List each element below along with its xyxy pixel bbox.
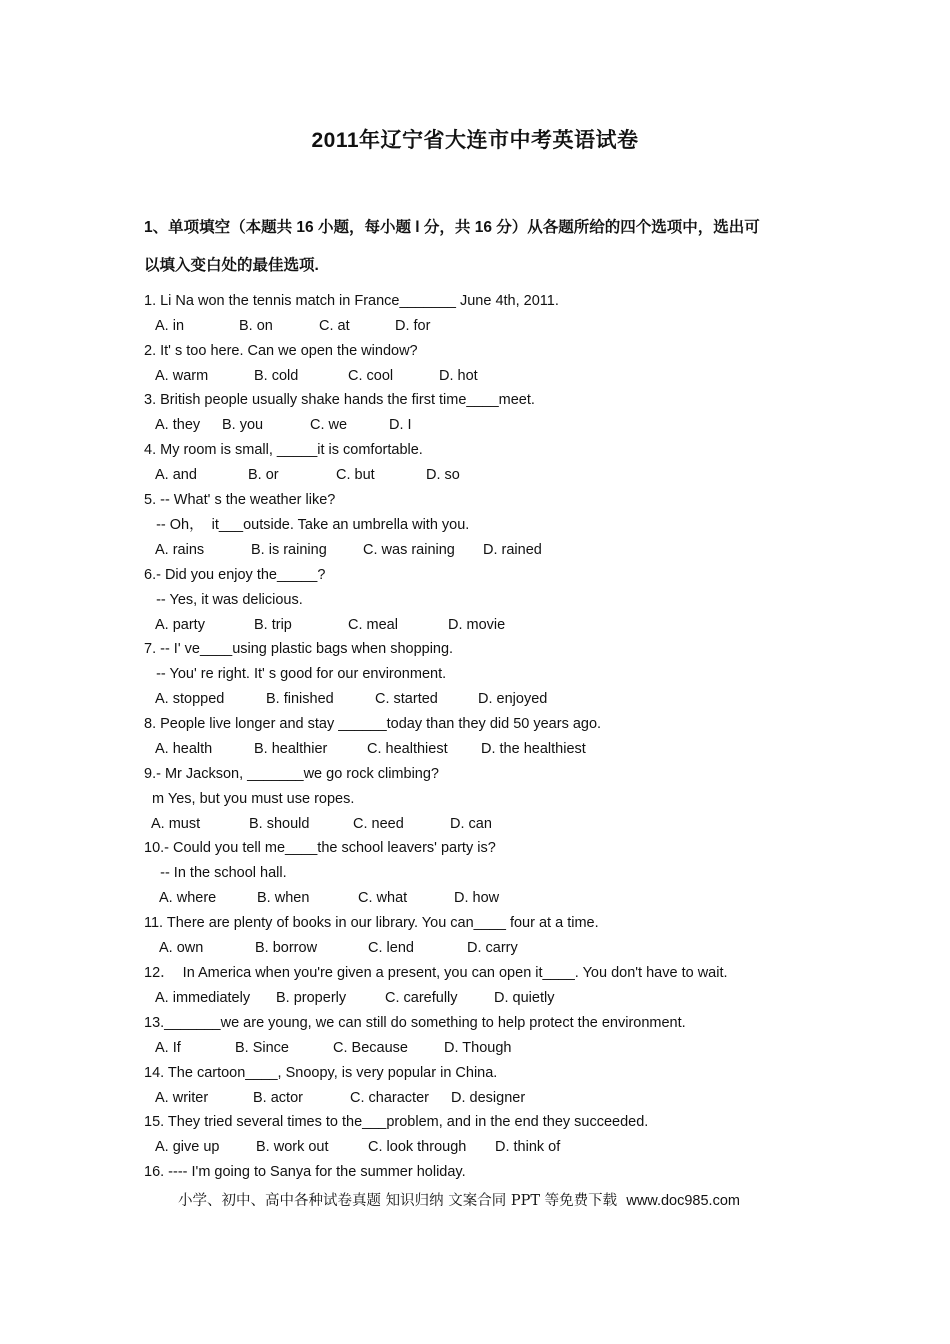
question-12-option-a: A. immediately bbox=[155, 989, 251, 1006]
question-11-option-d: D. carry bbox=[467, 939, 518, 956]
question-14-text-line: 14. The cartoon____, Snoopy, is very popular in China. bbox=[144, 1065, 498, 1081]
footer-url: www.doc985.com bbox=[626, 1193, 740, 1209]
question-13-option-a: A. If bbox=[155, 1039, 181, 1056]
question-3-option-c: C. we bbox=[310, 416, 348, 433]
footer-text: 小学、初中、高中各种试卷真题 知识归纳 文案合同 PPT 等免费下载 bbox=[178, 1193, 618, 1209]
question-12-option-c: C. carefully bbox=[385, 989, 458, 1006]
question-2-option-d: D. hot bbox=[439, 367, 478, 384]
question-13-text-line: 13._______we are young, we can still do something to help protect the environment. bbox=[144, 1015, 686, 1031]
question-5-option-a: A. rains bbox=[155, 541, 205, 558]
question-10-text-line: -- In the school hall. bbox=[144, 864, 287, 881]
question-7-option-c: C. started bbox=[375, 690, 438, 707]
question-12-option-d: D. quietly bbox=[494, 989, 555, 1006]
question-5-option-b: B. is raining bbox=[251, 541, 327, 558]
question-7-options bbox=[155, 689, 755, 709]
question-8-options bbox=[155, 739, 755, 759]
question-12-text-line: 12． In America when you're given a present, you can open it____. You don't have to wait. bbox=[144, 965, 728, 981]
page-footer bbox=[178, 1191, 740, 1211]
question-2-text-line: 2. It' s too here. Can we open the window? bbox=[144, 343, 418, 359]
question-3-option-b: B. you bbox=[222, 416, 264, 433]
question-9-text-line: 9.- Mr Jackson, _______we go rock climbing? bbox=[144, 766, 439, 782]
question-6-options bbox=[155, 615, 755, 635]
question-10-text-line: 10.- Could you tell me____the school leavers' party is? bbox=[144, 840, 496, 856]
question-3-option-d: D. I bbox=[389, 416, 412, 433]
question-4-text-line: 4. My room is small, _____it is comfortable. bbox=[144, 442, 423, 458]
question-4-option-b: B. or bbox=[248, 466, 279, 483]
question-16-text-line: 16. ---- I'm going to Sanya for the summer holiday. bbox=[144, 1164, 466, 1180]
question-9-text-line: m Yes, but you must use ropes. bbox=[144, 790, 355, 807]
question-5-options bbox=[155, 540, 755, 560]
section-heading-line-2: 以填入变白处的最佳选项. bbox=[144, 257, 319, 274]
section-heading-line-1: 1、单项填空（本题共 16 小题，每小题 l 分，共 16 分）从各题所给的四个选项中，选出可 bbox=[144, 219, 760, 236]
question-15-options bbox=[155, 1137, 755, 1157]
question-3-text-line: 3. British people usually shake hands the first time____meet. bbox=[144, 392, 535, 408]
question-10-options bbox=[159, 888, 759, 908]
question-1-option-d: D. for bbox=[395, 317, 431, 334]
question-5-text-line: -- Oh， it___outside. Take an umbrella with you. bbox=[144, 516, 470, 533]
question-14-option-d: D. designer bbox=[451, 1089, 526, 1106]
question-15-option-b: B. work out bbox=[256, 1138, 329, 1155]
question-4-option-c: C. but bbox=[336, 466, 375, 483]
question-2-options bbox=[155, 366, 755, 386]
question-10-option-d: D. how bbox=[454, 889, 500, 906]
question-8-option-a: A. health bbox=[155, 740, 213, 757]
question-8-option-c: C. healthiest bbox=[367, 740, 448, 757]
question-11-option-a: A. own bbox=[159, 939, 204, 956]
question-5-option-d: D. rained bbox=[483, 541, 542, 558]
question-7-option-b: B. finished bbox=[266, 690, 334, 707]
question-14-option-a: A. writer bbox=[155, 1089, 209, 1106]
question-7-text-line: 7. -- I' ve____using plastic bags when shopping. bbox=[144, 641, 454, 657]
question-4-option-d: D. so bbox=[426, 466, 460, 483]
question-15-option-c: C. look through bbox=[368, 1138, 467, 1155]
question-6-option-d: D. movie bbox=[448, 616, 506, 633]
question-12-options bbox=[155, 988, 755, 1008]
question-2-option-c: C. cool bbox=[348, 367, 394, 384]
question-11-options bbox=[159, 938, 759, 958]
question-2-option-b: B. cold bbox=[254, 367, 299, 384]
question-5-option-c: C. was raining bbox=[363, 541, 455, 558]
question-8-option-b: B. healthier bbox=[254, 740, 328, 757]
question-7-text-line: -- You' re right. It' s good for our environment. bbox=[144, 665, 447, 682]
question-7-option-d: D. enjoyed bbox=[478, 690, 548, 707]
question-6-option-c: C. meal bbox=[348, 616, 398, 633]
question-13-options bbox=[155, 1038, 755, 1058]
question-6-text-line: 6.- Did you enjoy the_____? bbox=[144, 567, 326, 583]
question-8-text-line: 8. People live longer and stay ______today than they did 50 years ago. bbox=[144, 716, 602, 732]
question-14-option-c: C. character bbox=[350, 1089, 429, 1106]
question-10-option-c: C. what bbox=[358, 889, 408, 906]
question-9-option-a: A. must bbox=[151, 815, 201, 832]
question-4-options bbox=[155, 465, 755, 485]
question-9-option-d: D. can bbox=[450, 815, 492, 832]
question-3-options bbox=[155, 415, 755, 435]
question-15-option-a: A. give up bbox=[155, 1138, 220, 1155]
question-1-option-c: C. at bbox=[319, 317, 350, 334]
question-12-option-b: B. properly bbox=[276, 989, 347, 1006]
question-4-option-a: A. and bbox=[155, 466, 197, 483]
question-9-option-b: B. should bbox=[249, 815, 310, 832]
question-10-option-a: A. where bbox=[159, 889, 217, 906]
question-13-option-d: D. Though bbox=[444, 1039, 512, 1056]
question-1-option-a: A. in bbox=[155, 317, 185, 334]
question-11-option-b: B. borrow bbox=[255, 939, 318, 956]
question-11-text-line: 11. There are plenty of books in our library. You can____ four at a time. bbox=[144, 915, 599, 931]
question-5-text-line: 5. -- What' s the weather like? bbox=[144, 492, 336, 508]
question-7-option-a: A. stopped bbox=[155, 690, 225, 707]
question-6-option-a: A. party bbox=[155, 616, 205, 633]
question-6-option-b: B. trip bbox=[254, 616, 292, 633]
question-10-option-b: B. when bbox=[257, 889, 310, 906]
question-2-option-a: A. warm bbox=[155, 367, 209, 384]
question-14-option-b: B. actor bbox=[253, 1089, 303, 1106]
question-6-text-line: -- Yes, it was delicious. bbox=[144, 591, 303, 608]
question-13-option-b: B. Since bbox=[235, 1039, 289, 1056]
question-14-options bbox=[155, 1088, 755, 1108]
question-8-option-d: D. the healthiest bbox=[481, 740, 586, 757]
question-9-option-c: C. need bbox=[353, 815, 404, 832]
question-15-option-d: D. think of bbox=[495, 1138, 561, 1155]
question-11-option-c: C. lend bbox=[368, 939, 414, 956]
question-1-option-b: B. on bbox=[239, 317, 273, 334]
question-13-option-c: C. Because bbox=[333, 1039, 408, 1056]
question-1-options bbox=[155, 316, 755, 336]
question-1-text-line: 1. Li Na won the tennis match in France_______ June 4th, 2011. bbox=[144, 293, 559, 309]
question-3-option-a: A. they bbox=[155, 416, 201, 433]
question-15-text-line: 15. They tried several times to the___problem, and in the end they succeeded. bbox=[144, 1114, 649, 1130]
question-9-options bbox=[151, 814, 751, 834]
page-title: 2011年辽宁省大连市中考英语试卷 bbox=[311, 129, 639, 152]
